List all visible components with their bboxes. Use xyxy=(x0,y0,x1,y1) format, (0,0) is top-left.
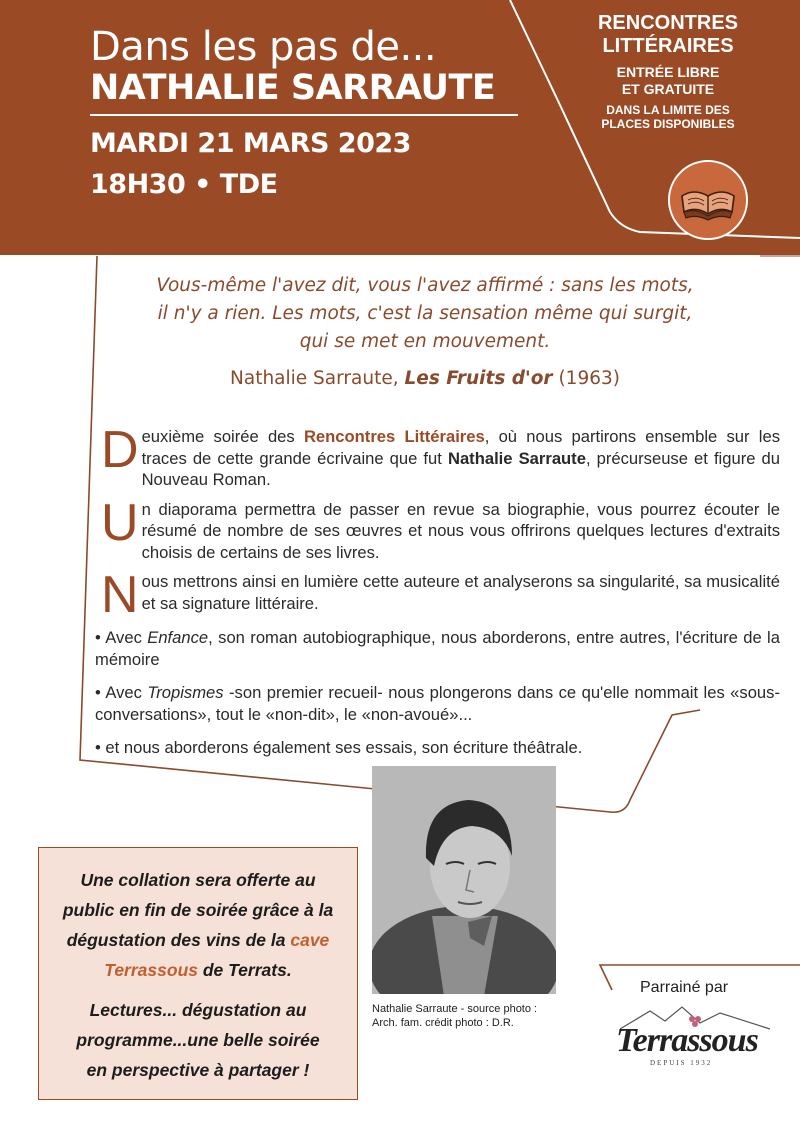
quote-line: qui se met en mouvement. xyxy=(299,331,551,352)
limit-label-1: DANS LA LIMITE DES xyxy=(606,103,730,117)
quote-work: Les Fruits d'or xyxy=(404,368,553,389)
quote-year: (1963) xyxy=(558,368,620,389)
highlight-cave: cave xyxy=(290,930,330,950)
paragraph: Nous mettrons ainsi en lumière cette auteure et analyserons sa singularité, sa musicalité et sa signature littéraire. xyxy=(101,571,780,617)
quote xyxy=(110,272,740,356)
sponsor-block xyxy=(580,975,780,1115)
open-book-icon xyxy=(668,160,748,240)
event-date: MARDI 21 MARS 2023 xyxy=(90,128,411,159)
author-portrait xyxy=(372,766,556,994)
paragraph: Un diaporama permettra de passer en revue sa biographie, vous pourrez écouter le résumé de nombre de ses œuvres et nous vous offrirons quelques lectures d'extraits choisis de certains de ses livres. xyxy=(101,498,780,562)
photo-caption: Nathalie Sarraute - source photo : Arch. fam. crédit photo : D.R. xyxy=(372,1003,538,1029)
series-label-1: RENCONTRES xyxy=(597,12,738,34)
event-time: 18H30 • TDE xyxy=(90,169,278,200)
bullet-item: • et nous aborderons également ses essais, son écriture théâtrale. xyxy=(95,738,583,757)
bullet-item: • Avec Tropismes -son premier recueil- nous plongerons dans ce qu'elle nommait les «sous-conversations», tout le «non-dit», le «non-avoué»... xyxy=(95,683,780,724)
highlight-series: Rencontres Littéraires xyxy=(303,427,485,446)
info-box xyxy=(572,12,764,131)
quote-line: il n'y a rien. Les mots, c'est la sensation même qui surgit, xyxy=(157,303,693,324)
entry-label-2: ET GRATUITE xyxy=(621,81,715,97)
author-name: Nathalie Sarraute xyxy=(447,448,586,468)
drop-cap: U xyxy=(101,498,139,552)
highlight-terrassous: Terrassous xyxy=(104,960,198,980)
quote-line: Vous-même l'avez dit, vous l'avez affirmé : sans les mots, xyxy=(156,275,694,296)
work-title: Tropismes xyxy=(147,683,224,702)
bullet-item: • Avec Enfance, son roman autobiographique, nous aborderons, entre autres, l'écriture de la mémoire xyxy=(95,628,780,669)
sponsor-logo-sub: DEPUIS 1932 xyxy=(650,1059,713,1067)
event-title-line1: Dans les pas de... xyxy=(90,24,437,70)
description-body xyxy=(95,426,780,771)
quote-author: Nathalie Sarraute, xyxy=(230,368,399,389)
collation-callout: Une collation sera offerte au public en fin de soirée grâce à la dégustation des vins de la cave Terrassous de Terrats. Lectures... dégustation au programme...une belle soirée en perspective à partager ! xyxy=(38,847,358,1100)
event-title-line2: NATHALIE SARRAUTE xyxy=(90,68,496,108)
series-label-2: LITTÉRAIRES xyxy=(602,35,734,57)
quote-source xyxy=(110,368,740,389)
work-title: Enfance xyxy=(147,628,209,647)
title-underline xyxy=(90,114,518,116)
entry-label-1: ENTRÉE LIBRE xyxy=(616,64,720,80)
sponsor-logo: Terrassous xyxy=(616,1022,758,1059)
drop-cap: D xyxy=(101,426,139,479)
drop-cap: N xyxy=(101,571,139,617)
paragraph: Deuxième soirée des Rencontres Littéraires, où nous partirons ensemble sur les traces de cette grande écrivaine que fut Nathalie Sarraute, précurseuse et figure du Nouveau Roman. xyxy=(101,426,780,489)
sponsor-label: Parrainé par xyxy=(640,979,729,996)
limit-label-2: PLACES DISPONIBLES xyxy=(601,117,735,131)
